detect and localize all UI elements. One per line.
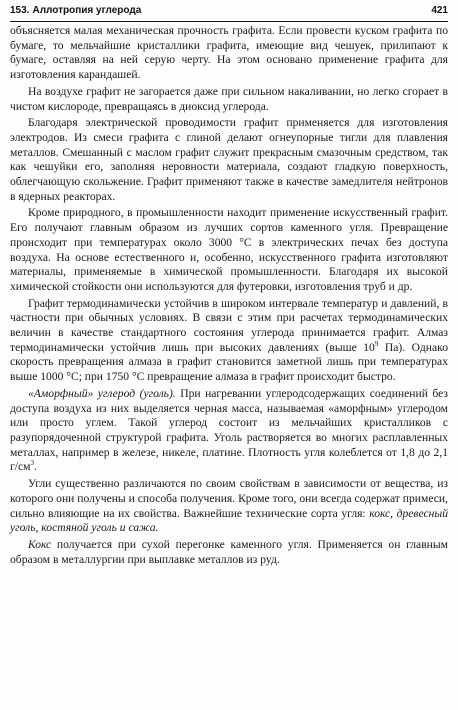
paragraph bbox=[10, 297, 448, 385]
paragraph-text: Па). Однако скорость превращения алмаза в графит становится заметной лишь при температурах выше 1000 °С; при 1750 °С превращение алмаза в графит происходит быстро. bbox=[10, 340, 448, 384]
running-header bbox=[10, 5, 448, 21]
page-number: 421 bbox=[431, 5, 448, 16]
paragraph-text: получается при сухой перегонке каменного угля. Применяется он главным образом в металлургии при выплавке металлов из руд. bbox=[10, 537, 448, 566]
paragraph-text: . bbox=[33, 460, 37, 474]
exponent: 9 bbox=[374, 339, 379, 348]
italic-text: кокс, древесный уголь, костяной уголь и сажа. bbox=[10, 506, 448, 535]
paragraph-text: Графит термодинамически устойчив в широком интервале температур и давлений, в частности при обычных условиях. В связи с этим при расчетах термодинамических величин в качестве стандартного состояния углерода принимается графит. Алмаз термодинамически устойчив лишь при высоких давлениях (выше 10 bbox=[10, 296, 448, 354]
paragraph: На воздухе графит не загорается даже при сильном накаливании, но легко сгорает в чистом кислороде, превращаясь в диоксид углерода. bbox=[10, 84, 448, 113]
section-title: Аллотропия углерода bbox=[32, 5, 142, 16]
paragraph: Благодаря электрической проводимости графит применяется для изготовления электродов. Из смеси графита с глиной делают огнеупорные тигли для плавления металлов. Смешанный с маслом графит служит прекрасным смазочным средством, так как чешуйки его, заполняя неровности материала, создают гладкую поверхность, облегчающую скольжение. Графит применяют также в качестве замедлителя нейтронов в ядерных реакторах. bbox=[10, 116, 448, 203]
paragraph bbox=[10, 538, 448, 567]
section-heading bbox=[10, 5, 144, 16]
section-number: 153. bbox=[10, 5, 30, 16]
page-body bbox=[10, 24, 448, 567]
italic-term: «Аморфный» углерод (уголь). bbox=[28, 386, 176, 400]
paragraph bbox=[10, 387, 448, 475]
paragraph bbox=[10, 477, 448, 536]
paragraph-text: При нагревании углеродсодержащих соединений без доступа воздуха из них выделяется черная масса, называемая «аморфным» углеродом или просто углем. Такой углерод состоит из мельчайших кристалликов с разупорядоченной структурой графита. Уголь растворяется во многих расплавленных металлах, например в железе, никеле, платине. Плотность угля колеблется от 1,8 до 2,1 г/см bbox=[10, 386, 448, 474]
paragraph-text: Угли существенно различаются по своим свойствам в зависимости от вещества, из которого они получены и способа получения. Кроме того, они всегда содержат примеси, сильно влияющие на их свойства. Важнейшие технические сорта угля: bbox=[10, 477, 448, 520]
exponent: 3 bbox=[30, 459, 34, 468]
paragraph: объясняется малая механическая прочность графита. Если провести куском графита по бумаге, то мельчайшие кристаллики графита, имеющие вид чешуек, прилипают к бумаге, оставляя на ней серую черту. На этом основано применение графита для изготовления карандашей. bbox=[10, 24, 448, 82]
header-rule bbox=[10, 21, 448, 22]
paragraph: Кроме природного, в промышленности находит применение искусственный графит. Его получают главным образом из лучших сортов каменного угля. Превращение происходит при температурах около 3000 °С в электрических печах без доступа воздуха. На основе естественного и, особенно, искусственного графита изготовляют материалы, применяемые в химической промышленности. Благодаря их высокой химической стойкости они используются для футеровки, изготовления труб и др. bbox=[10, 206, 448, 293]
italic-term: Кокс bbox=[28, 537, 52, 551]
